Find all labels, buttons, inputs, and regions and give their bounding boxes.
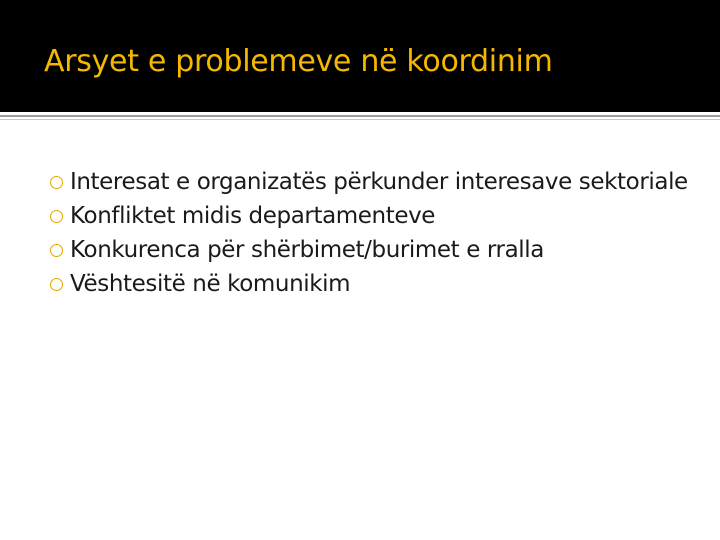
bullet-circle-icon	[50, 210, 63, 223]
bullet-item	[50, 267, 690, 301]
bullet-circle-icon	[50, 278, 63, 291]
bullet-item	[50, 165, 690, 199]
bullet-list	[50, 165, 690, 301]
bullet-circle-icon	[50, 176, 63, 189]
bullet-item	[50, 233, 690, 267]
bullet-item	[50, 199, 690, 233]
bullet-circle-icon	[50, 244, 63, 257]
title-divider	[0, 115, 720, 117]
bullet-text: Konkurenca për shërbimet/burimet e rralla	[70, 237, 544, 263]
bullet-text: Interesat e organizatës përkunder interesave sektoriale	[70, 169, 688, 195]
bullet-text: Vështesitë në komunikim	[70, 271, 351, 297]
title-bar	[0, 0, 720, 112]
title-divider-thin	[0, 119, 720, 120]
bullet-text: Konfliktet midis departamenteve	[70, 203, 436, 229]
slide-title: Arsyet e problemeve në koordinim	[44, 44, 553, 79]
